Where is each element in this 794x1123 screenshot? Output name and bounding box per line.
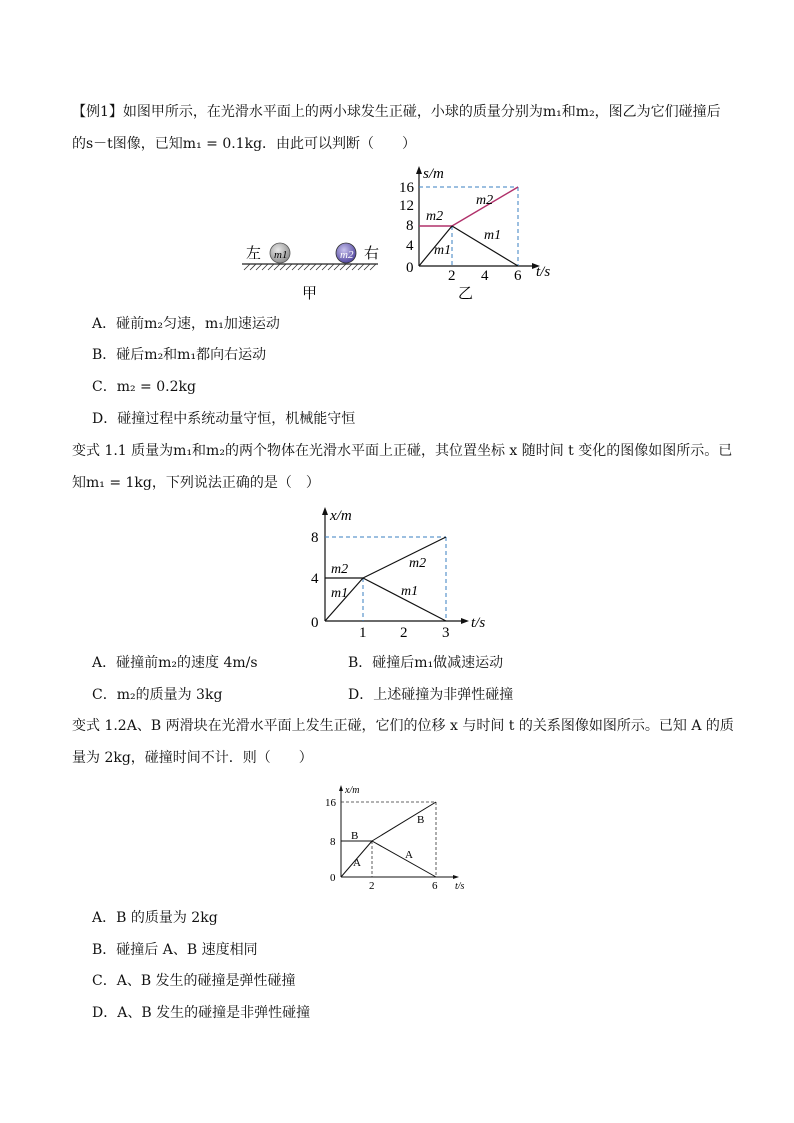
y-tick-16: 16 xyxy=(399,180,414,196)
example1-stem-line1: 【例1】如图甲所示，在光滑水平面上的两小球发生正碰，小球的质量分别为m₁和m₂，图乙为它们碰撞后 xyxy=(72,104,721,120)
figure-jia xyxy=(240,232,390,304)
variant11-option-b: B．碰撞后m₁做减速运动 xyxy=(348,655,504,671)
y-tick-8: 8 xyxy=(406,218,414,234)
variant11-stem-line2: 知m₁ = 1kg，下列说法正确的是（ ） xyxy=(72,475,320,491)
y-axis-label: s/m xyxy=(423,166,444,182)
label-m2-after: m2 xyxy=(409,556,427,571)
a-after-line xyxy=(372,841,436,877)
variant12-stem-line1: 变式 1.2A、B 两滑块在光滑水平面上发生正碰，它们的位移 x 与时间 t 的关系图像如图所示。已知 A 的质 xyxy=(72,718,734,734)
label-m1-after: m1 xyxy=(401,584,419,599)
label-m2-before: m2 xyxy=(426,209,444,224)
x-tick-1: 1 xyxy=(359,625,367,640)
variant11-option-a: A．碰撞前m₂的速度 4m/s xyxy=(92,655,258,671)
variant12-option-d: D．A、B 发生的碰撞是非弹性碰撞 xyxy=(92,1005,311,1021)
variant12-figure xyxy=(325,783,475,893)
y-tick-4: 4 xyxy=(406,238,414,254)
y-tick-16: 16 xyxy=(325,797,336,809)
b-after-line xyxy=(372,802,436,841)
x-axis-arrow xyxy=(461,618,469,624)
x-axis-arrow xyxy=(453,875,459,879)
variant11-option-d: D．上述碰撞为非弹性碰撞 xyxy=(348,687,514,703)
y-axis-label: x/m xyxy=(330,508,352,524)
ball-m2-label: m2 xyxy=(340,249,354,261)
variant12-option-c: C．A、B 发生的碰撞是弹性碰撞 xyxy=(92,973,296,989)
origin-label: 0 xyxy=(330,872,336,884)
origin-label: 0 xyxy=(406,260,414,276)
variant12-option-b: B．碰撞后 A、B 速度相同 xyxy=(92,942,258,958)
caption-yi: 乙 xyxy=(458,286,474,302)
x-tick-4: 4 xyxy=(481,268,489,284)
y-axis-label: x/m xyxy=(345,785,360,796)
label-m2-before: m2 xyxy=(331,562,349,577)
variant11-stem-line1: 变式 1.1 质量为m₁和m₂的两个物体在光滑水平面上正碰，其位置坐标 x 随时间 t 变化的图像如图所示。已 xyxy=(72,443,733,459)
caption-jia: 甲 xyxy=(302,286,318,302)
y-tick-4: 4 xyxy=(311,571,319,587)
label-a-before: A xyxy=(353,857,361,869)
label-a-after: A xyxy=(405,849,413,861)
y-tick-8: 8 xyxy=(330,836,336,848)
figure-yi xyxy=(396,164,566,304)
example1-stem-line2: 的s－t图像，已知m₁ = 0.1kg．由此可以判断（ ） xyxy=(72,136,417,152)
label-b-after: B xyxy=(417,814,425,826)
example1-option-d: D．碰撞过程中系统动量守恒，机械能守恒 xyxy=(92,411,356,427)
m2-after-line xyxy=(363,537,446,578)
y-tick-12: 12 xyxy=(399,198,414,214)
ground-hatch xyxy=(244,264,376,270)
y-tick-8: 8 xyxy=(311,530,319,546)
variant12-option-a: A．B 的质量为 2kg xyxy=(92,910,218,926)
example1-option-b: B．碰后m₂和m₁都向右运动 xyxy=(92,347,267,363)
x-tick-2: 2 xyxy=(369,880,375,892)
x-axis-label: t/s xyxy=(455,881,465,892)
x-tick-2: 2 xyxy=(400,625,408,640)
x-tick-6: 6 xyxy=(514,268,522,284)
y-axis-arrow xyxy=(416,166,422,174)
y-axis-arrow xyxy=(322,507,328,515)
right-label: 右 xyxy=(364,246,380,262)
label-m1-before: m1 xyxy=(331,586,349,601)
x-tick-2: 2 xyxy=(448,268,456,284)
left-label: 左 xyxy=(246,246,262,262)
label-m1-after: m1 xyxy=(484,228,502,243)
variant11-figure xyxy=(305,505,500,640)
y-axis-arrow xyxy=(339,785,343,791)
x-tick-6: 6 xyxy=(432,880,438,892)
label-m2-after: m2 xyxy=(476,193,494,208)
x-axis-label: t/s xyxy=(471,615,486,631)
origin-label: 0 xyxy=(311,615,319,631)
label-b-before: B xyxy=(351,830,359,842)
ball-m1-label: m1 xyxy=(274,249,288,261)
label-m1-before: m1 xyxy=(434,243,452,258)
variant11-option-c: C．m₂的质量为 3kg xyxy=(92,687,223,703)
example1-option-a: A．碰前m₂匀速，m₁加速运动 xyxy=(92,316,280,332)
x-axis-label: t/s xyxy=(536,264,551,280)
example1-option-c: C．m₂ = 0.2kg xyxy=(92,379,196,395)
x-tick-3: 3 xyxy=(442,625,450,640)
variant12-stem-line2: 量为 2kg，碰撞时间不计．则（ ） xyxy=(72,750,313,766)
